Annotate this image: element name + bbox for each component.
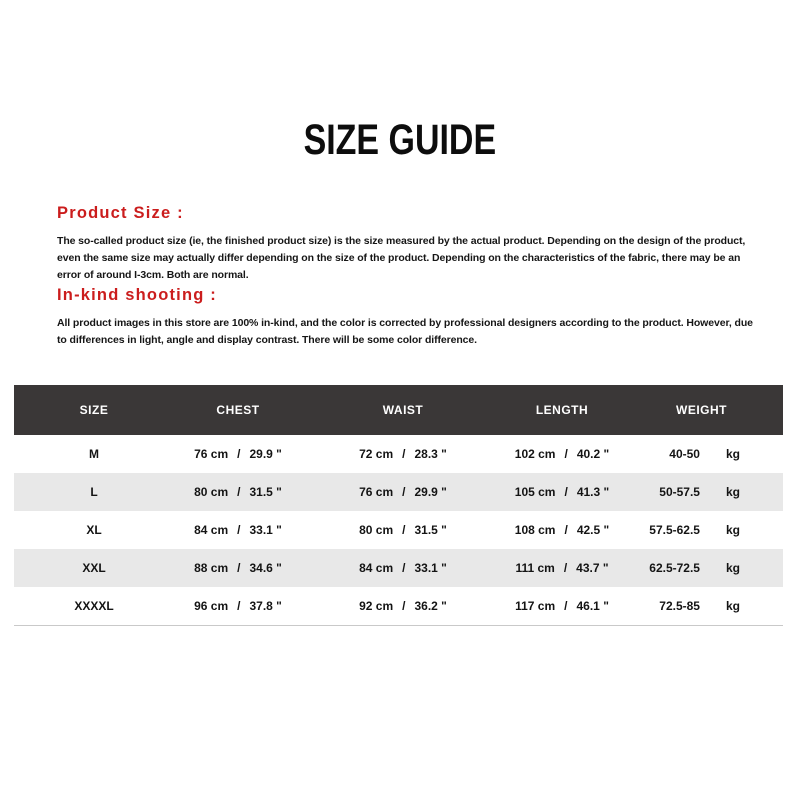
page-title-text: SIZE GUIDE [303, 116, 497, 164]
weight-range: 50-57.5 [659, 485, 700, 499]
size-table [14, 385, 783, 626]
slash-separator: / [237, 561, 241, 575]
waist-cm: 92 cm [359, 599, 394, 613]
length-cell [504, 485, 620, 499]
length-in: 42.5 " [576, 523, 610, 537]
header-length: LENGTH [535, 403, 589, 417]
slash-separator: / [402, 523, 406, 537]
weight-range: 72.5-85 [659, 599, 700, 613]
chest-cell [174, 447, 302, 461]
weight-cell [620, 447, 783, 461]
weight-range: 40-50 [669, 447, 700, 461]
size-cell: XXL [82, 561, 106, 575]
chest-cell [174, 561, 302, 575]
product-size-heading: Product Size : [57, 204, 184, 222]
waist-in: 31.5 " [414, 523, 447, 537]
length-cell [504, 599, 620, 613]
slash-separator: / [237, 485, 241, 499]
table-row-xxl [14, 549, 783, 587]
length-cm: 102 cm [514, 447, 556, 461]
chest-cm: 80 cm [194, 485, 229, 499]
chest-cm: 96 cm [194, 599, 229, 613]
length-cm: 108 cm [514, 523, 556, 537]
waist-cell [302, 599, 504, 613]
chest-in: 31.5 " [249, 485, 282, 499]
length-in: 46.1 " [576, 599, 609, 613]
length-in: 40.2 " [576, 447, 610, 461]
size-cell: XXXXL [74, 599, 114, 613]
length-in: 43.7 " [576, 561, 609, 575]
table-row-m [14, 435, 783, 473]
chest-cell [174, 599, 302, 613]
weight-unit: kg [725, 447, 740, 461]
size-cell: XL [86, 523, 102, 537]
slash-separator: / [564, 523, 568, 537]
chest-cm: 84 cm [194, 523, 229, 537]
chest-cell [174, 485, 302, 499]
size-table-header [14, 385, 783, 435]
waist-cell [302, 523, 504, 537]
length-cm: 117 cm [515, 599, 556, 613]
slash-separator: / [402, 485, 406, 499]
slash-separator: / [237, 599, 241, 613]
chest-cell [174, 523, 302, 537]
header-chest: CHEST [216, 403, 260, 417]
weight-cell [620, 561, 783, 575]
waist-in: 36.2 " [414, 599, 447, 613]
chest-in: 37.8 " [249, 599, 282, 613]
size-table-body [14, 435, 783, 625]
length-cm: 111 cm [515, 561, 555, 575]
chest-in: 29.9 " [249, 447, 282, 461]
slash-separator: / [402, 599, 406, 613]
table-row-xxxxl [14, 587, 783, 625]
slash-separator: / [564, 447, 568, 461]
slash-separator: / [564, 485, 568, 499]
chest-in: 33.1 " [249, 523, 282, 537]
length-cell [504, 561, 620, 575]
weight-cell [620, 485, 783, 499]
chest-in: 34.6 " [249, 561, 282, 575]
size-cell: M [89, 447, 99, 461]
slash-separator: / [237, 523, 241, 537]
waist-in: 29.9 " [414, 485, 447, 499]
size-cell: L [90, 485, 98, 499]
weight-unit: kg [725, 523, 740, 537]
weight-unit: kg [725, 485, 740, 499]
header-size: SIZE [79, 403, 109, 417]
table-row-l [14, 473, 783, 511]
chest-cm: 88 cm [194, 561, 229, 575]
waist-cm: 84 cm [359, 561, 394, 575]
in-kind-shooting-paragraph: All product images in this store are 100% in-kind, and the color is corrected by professional designers according to the product. However, due to differences in light, angle and display contrast. There will be some color difference. [57, 317, 753, 346]
in-kind-shooting-heading: In-kind shooting : [57, 286, 217, 304]
header-waist: WAIST [382, 403, 424, 417]
product-size-paragraph: The so-called product size (ie, the finished product size) is the size measured by the actual product. Depending on the design of the product, even the same size may actually differ depending on the size of the product. Depending on the characteristics of the fabric, there may be an error of around I-3cm. Both are normal. [57, 235, 746, 281]
weight-cell [620, 523, 783, 537]
length-in: 41.3 " [576, 485, 610, 499]
waist-in: 33.1 " [414, 561, 447, 575]
slash-separator: / [402, 447, 406, 461]
header-weight: WEIGHT [676, 403, 727, 417]
table-row-xl [14, 511, 783, 549]
slash-separator: / [563, 561, 568, 575]
length-cell [504, 523, 620, 537]
weight-range: 57.5-62.5 [649, 523, 700, 537]
length-cell [504, 447, 620, 461]
weight-unit: kg [725, 599, 740, 613]
length-cm: 105 cm [514, 485, 556, 499]
slash-separator: / [402, 561, 406, 575]
weight-unit: kg [725, 561, 740, 575]
slash-separator: / [237, 447, 241, 461]
waist-in: 28.3 " [414, 447, 447, 461]
waist-cell [302, 485, 504, 499]
slash-separator: / [564, 599, 568, 613]
weight-range: 62.5-72.5 [649, 561, 700, 575]
waist-cell [302, 561, 504, 575]
waist-cm: 76 cm [359, 485, 394, 499]
waist-cm: 80 cm [359, 523, 394, 537]
waist-cm: 72 cm [359, 447, 394, 461]
weight-cell [620, 599, 783, 613]
chest-cm: 76 cm [194, 447, 229, 461]
page-title [0, 116, 800, 165]
waist-cell [302, 447, 504, 461]
